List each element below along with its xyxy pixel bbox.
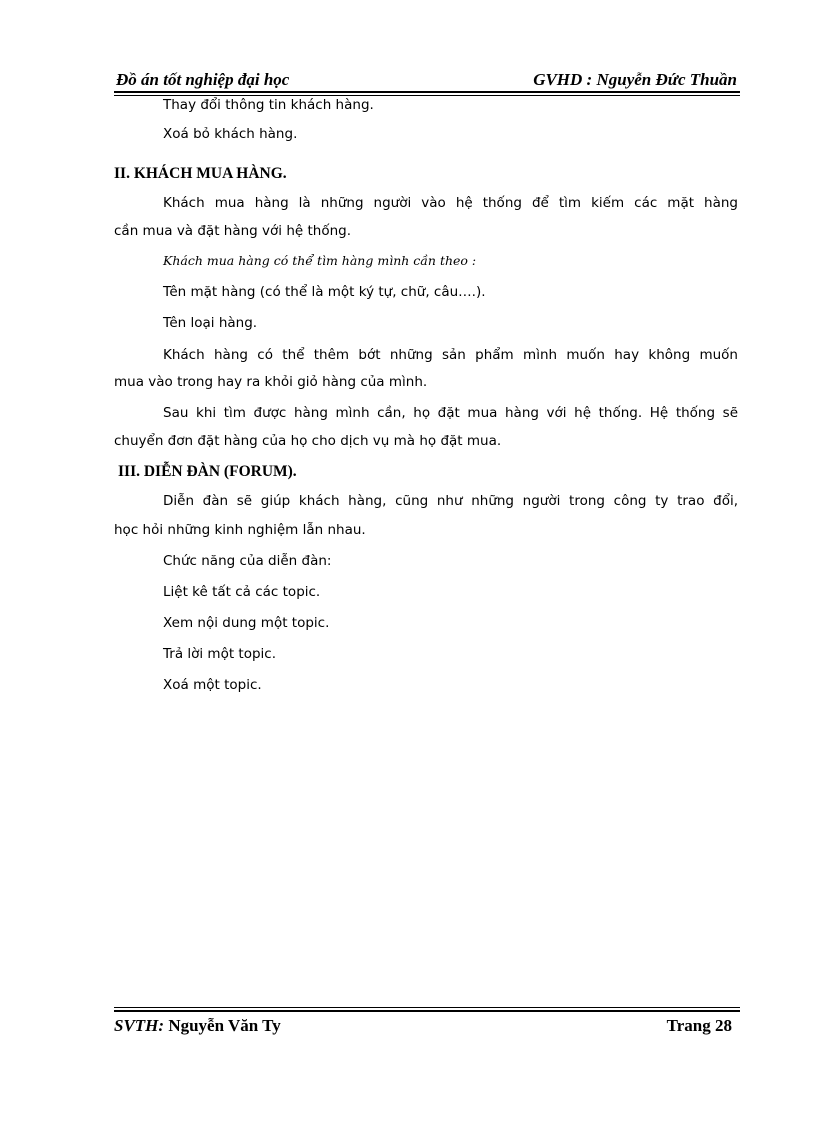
text-line: Thay đổi thông tin khách hàng. — [163, 97, 374, 113]
paragraph-line: Khách hàng có thể thêm bớt những sản phẩm mình muốn hay không muốn — [163, 347, 738, 363]
section-heading-3: III. DIỄN ĐÀN (FORUM). — [118, 463, 297, 480]
header-rule — [114, 91, 740, 93]
footer-svth-label: SVTH: — [114, 1016, 165, 1035]
paragraph-line: mua vào trong hay ra khỏi giỏ hàng của mình. — [114, 374, 428, 390]
paragraph-line: cần mua và đặt hàng với hệ thống. — [114, 223, 352, 239]
list-item: Trả lời một topic. — [163, 646, 277, 662]
paragraph-line: học hỏi những kinh nghiệm lẫn nhau. — [114, 522, 366, 538]
list-item: Tên mặt hàng (có thể là một ký tự, chữ, câu….). — [163, 284, 486, 300]
paragraph-line: Sau khi tìm được hàng mình cần, họ đặt mua hàng với hệ thống. Hệ thống sẽ — [163, 405, 738, 421]
header-advisor: GVHD : Nguyễn Đức Thuần — [533, 70, 737, 89]
footer-rule-thin — [114, 1007, 740, 1008]
footer-rule — [114, 1010, 740, 1012]
italic-intro: Khách mua hàng có thể tìm hàng mình cần theo : — [163, 253, 477, 268]
paragraph-line: Khách mua hàng là những người vào hệ thống để tìm kiếm các mặt hàng — [163, 195, 738, 211]
list-item: Xem nội dung một topic. — [163, 615, 330, 631]
paragraph-line: chuyển đơn đặt hàng của họ cho dịch vụ mà họ đặt mua. — [114, 433, 502, 449]
header-thesis-title: Đồ án tốt nghiệp đại học — [116, 70, 290, 89]
list-item: Liệt kê tất cả các topic. — [163, 584, 321, 600]
footer-student-name: Nguyễn Văn Ty — [168, 1016, 281, 1035]
list-item: Xoá một topic. — [163, 677, 262, 693]
page-number: Trang 28 — [666, 1016, 732, 1035]
paragraph-line: Diễn đàn sẽ giúp khách hàng, cũng như những người trong công ty trao đổi, — [163, 493, 738, 509]
list-item: Tên loại hàng. — [163, 315, 258, 331]
page-header — [114, 68, 739, 90]
section-heading-2: II. KHÁCH MUA HÀNG. — [114, 165, 287, 182]
text-line: Xoá bỏ khách hàng. — [163, 126, 298, 142]
functions-label: Chức năng của diễn đàn: — [163, 553, 332, 569]
footer-student — [114, 1016, 281, 1036]
